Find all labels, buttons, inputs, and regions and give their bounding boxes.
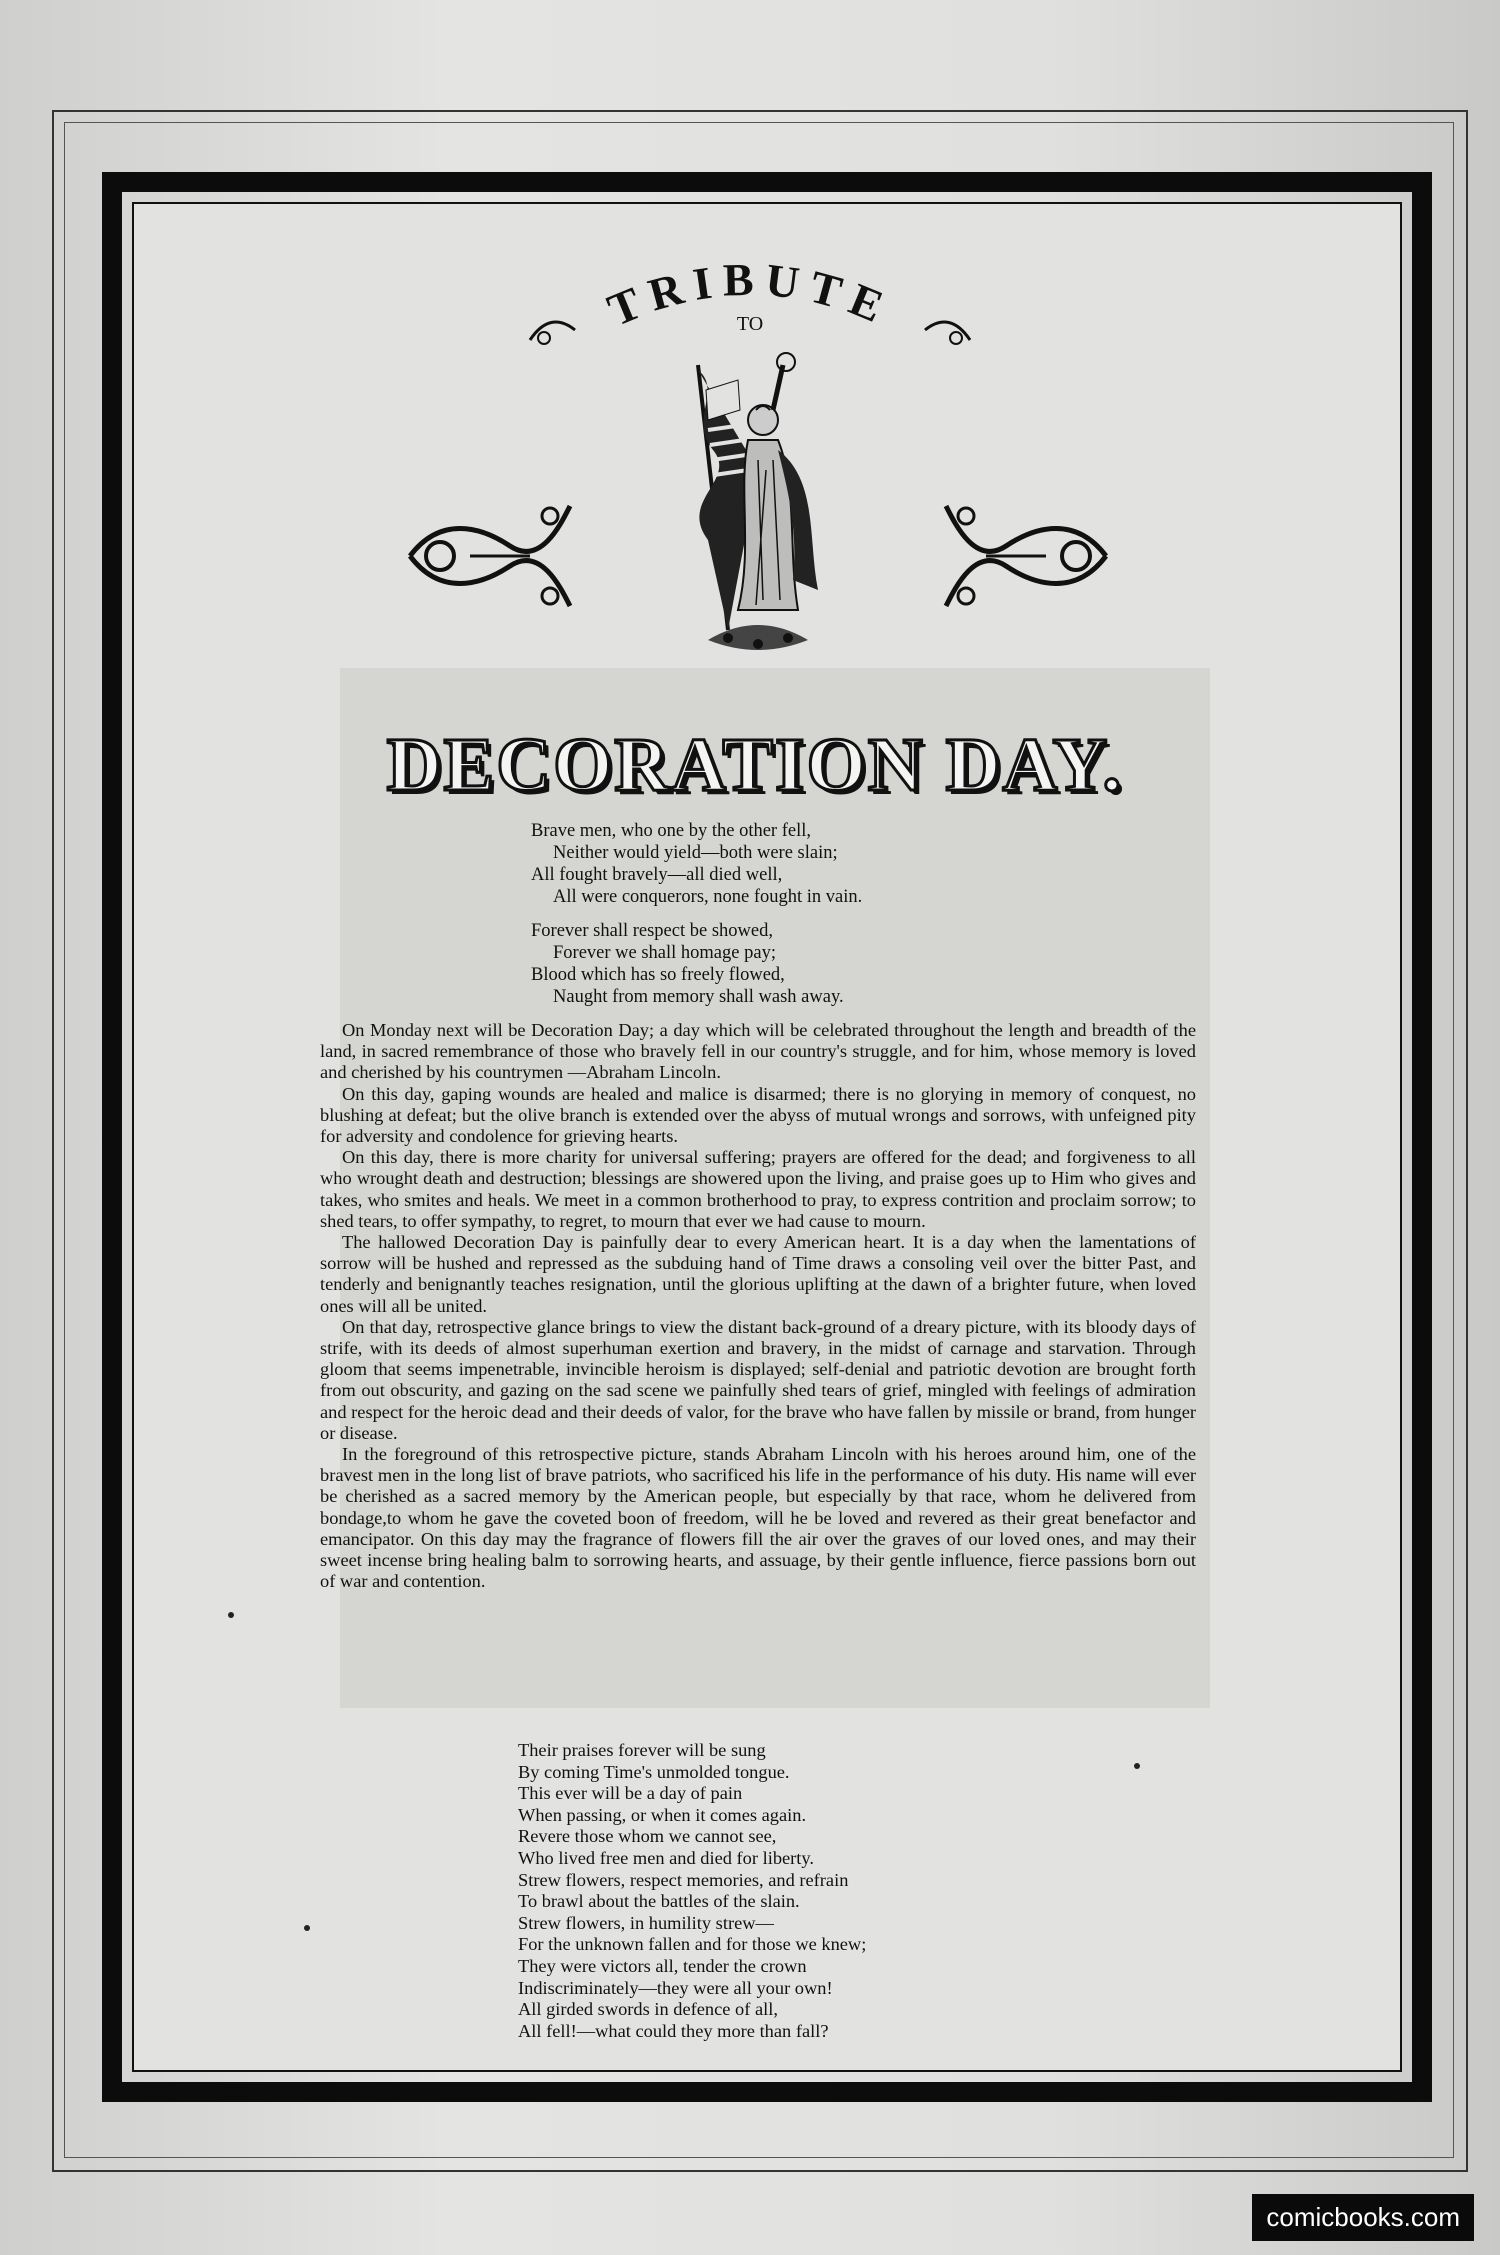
columbia-with-flag-illustration bbox=[668, 350, 848, 680]
verse-line: Brave men, who one by the other fell, bbox=[531, 821, 811, 841]
article-paragraph: On Monday next will be Decoration Day; a day which will be celebrated throughout the length and breadth of the land, in sacred remembrance of those who bravely fell in our country's struggle, and for him, whose memory is loved and cherished by his countrymen —Abraham Lincoln. bbox=[320, 1020, 1196, 1083]
second-verse bbox=[531, 920, 844, 1008]
verse-line: All were conquerors, none fought in vain. bbox=[553, 887, 863, 907]
verse-line: All fell!—what could they more than fall? bbox=[518, 2020, 829, 2041]
article-paragraph: On this day, there is more charity for universal suffering; prayers are offered for the dead; and forgiveness to all who wrought death and destruction; blessings are showered upon the living, and praise goes up to Him who gives and takes, who smites and heals. We meet in a common brotherhood to pray, to express contrition and proclaim sorrow; to shed tears, to offer sympathy, to regret, to mourn that ever we had cause to mourn. bbox=[320, 1147, 1196, 1231]
tribute-title-text: TRIBUTE bbox=[600, 253, 900, 336]
verse-line: By coming Time's unmolded tongue. bbox=[518, 1761, 790, 1782]
page-title: DECORATION DAY. bbox=[386, 723, 1124, 807]
article-body bbox=[320, 1020, 1196, 1592]
svg-text:TO: TO bbox=[736, 313, 764, 335]
verse-line: When passing, or when it comes again. bbox=[518, 1804, 807, 1825]
verse-line: Forever shall respect be showed, bbox=[531, 921, 773, 941]
verse-line: Indiscriminately—they were all your own! bbox=[518, 1977, 833, 1998]
verse-line: All fought bravely—all died well, bbox=[531, 865, 783, 885]
verse-line: Strew flowers, respect memories, and refrain bbox=[518, 1869, 849, 1890]
article-paragraph: The hallowed Decoration Day is painfully dear to every American heart. It is a day when the lamentations of sorrow will be hushed and repressed as the subduing hand of Time draws a consoling veil over the bitter Past, and tenderly and benignantly teaches resignation, until the glorious uplifting at the dawn of a brighter future, when loved ones will all be united. bbox=[320, 1232, 1196, 1316]
verse-line: For the unknown fallen and for those we knew; bbox=[518, 1934, 867, 1955]
scroll-flourish-right-icon bbox=[936, 486, 1116, 626]
print-speck bbox=[228, 1612, 234, 1618]
verse-line: To brawl about the battles of the slain. bbox=[518, 1891, 800, 1912]
verse-line: This ever will be a day of pain bbox=[518, 1783, 743, 1804]
verse-line: Neither would yield—both were slain; bbox=[553, 843, 838, 863]
article-paragraph: In the foreground of this retrospective picture, stands Abraham Lincoln with his heroes around him, one of the bravest men in the long list of brave patriots, who sacrificed his life in the performance of his duty. His name will ever be cherished as a sacred memory by the American people, but especially by that race, whom he delivered from bondage,to whom he gave the coveted boon of freedom, will he be loved and revered as their great benefactor and emancipator. On this day may the fragrance of flowers fill the air over the graves of our loved ones, and may their sweet incense bring healing balm to sorrowing hearts, and assuage, by their gentle influence, fierce passions born out of war and contention. bbox=[320, 1444, 1196, 1592]
print-speck bbox=[304, 1925, 310, 1931]
scroll-flourish-left-icon bbox=[400, 486, 580, 626]
article-paragraph: On this day, gaping wounds are healed and malice is disarmed; there is no glorying in memory of conquest, no blushing at defeat; but the olive branch is extended over the abyss of mutual wrongs and sorrows, with unfeigned pity for adversity and condolence for grieving hearts. bbox=[320, 1083, 1196, 1147]
verse-line: Their praises forever will be sung bbox=[518, 1740, 766, 1760]
verse-line: Forever we shall homage pay; bbox=[553, 943, 776, 963]
opening-verse bbox=[531, 820, 862, 908]
verse-line: Naught from memory shall wash away. bbox=[553, 987, 844, 1007]
verse-line: Blood which has so freely flowed, bbox=[531, 965, 785, 985]
watermark-label: comicbooks.com bbox=[1252, 2194, 1474, 2241]
article-paragraph: On that day, retrospective glance brings to view the distant back-ground of a dreary picture, with its bloody days of strife, with its deeds of almost superhuman exertion and bravery, in the midst of carnage and starvation. Through gloom that seems impenetrable, invincible heroism is displayed; self-denial and patriotic devotion are brought forth from out obscurity, and gazing on the sad scene we painfully shed tears of grief, mingled with feelings of admiration and respect for the heroic dead and their deeds of valor, for the brave who have fallen by missile or brand, from hunger or disease. bbox=[320, 1316, 1196, 1443]
print-speck bbox=[1134, 1763, 1140, 1769]
verse-line: Revere those whom we cannot see, bbox=[518, 1826, 777, 1847]
verse-line: They were victors all, tender the crown bbox=[518, 1955, 807, 1976]
verse-line: Who lived free men and died for liberty. bbox=[518, 1847, 815, 1868]
closing-verse bbox=[518, 1740, 866, 2042]
verse-line: Strew flowers, in humility strew— bbox=[518, 1912, 774, 1933]
verse-line: All girded swords in defence of all, bbox=[518, 1999, 778, 2020]
